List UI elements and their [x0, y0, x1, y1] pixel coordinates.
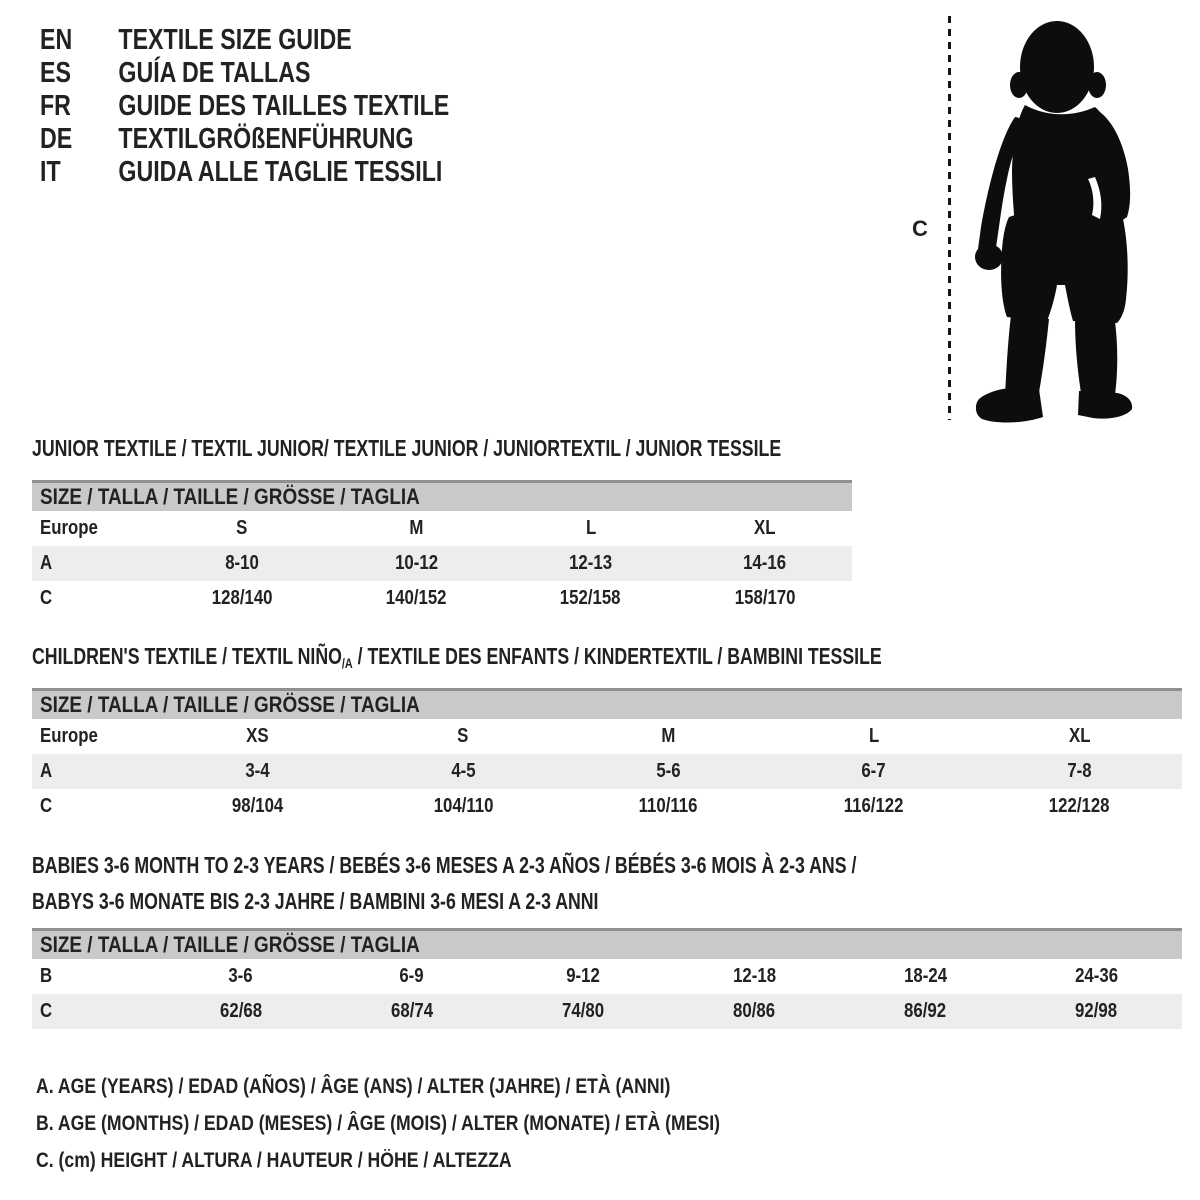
size-header-label: SIZE / TALLA / TAILLE / GRÖSSE / TAGLIA — [40, 484, 420, 509]
table-cell: S — [457, 725, 469, 747]
table-row — [32, 754, 1182, 789]
table-cell: 68/74 — [390, 1000, 433, 1022]
table-cell: 98/104 — [232, 795, 284, 817]
language-code: EN — [40, 24, 73, 56]
legend-line-b: B. AGE (MONTHS) / EDAD (MESES) / ÂGE (MOIS) / ALTER (MONATE) / ETÀ (MESI) — [36, 1112, 721, 1135]
row-label: C — [40, 795, 53, 817]
table-cell: XS — [246, 725, 269, 747]
table-cell: 122/128 — [1048, 795, 1110, 817]
table-row — [32, 959, 1182, 994]
size-header-bar — [32, 928, 1182, 959]
table-cell: 3-4 — [245, 760, 270, 782]
babies-title-line2: BABYS 3-6 MONATE BIS 2-3 JAHRE / BAMBINI 3-6 MESI A 2-3 ANNI — [32, 888, 599, 914]
table-cell: 158/170 — [734, 587, 796, 609]
table-row — [32, 581, 852, 616]
children-title-pre: CHILDREN'S TEXTILE / TEXTIL NIÑO — [32, 643, 342, 669]
language-row-de — [40, 123, 449, 156]
table-row — [32, 789, 1182, 824]
table-row — [32, 719, 1182, 754]
size-header-bar — [32, 480, 852, 511]
row-label: B — [40, 965, 53, 987]
table-cell: 128/140 — [211, 587, 273, 609]
size-header-label: SIZE / TALLA / TAILLE / GRÖSSE / TAGLIA — [40, 692, 420, 717]
table-cell: 80/86 — [733, 1000, 776, 1022]
table-cell: 140/152 — [386, 587, 447, 609]
table-cell: 104/110 — [433, 795, 494, 817]
table-row — [32, 546, 852, 581]
language-label: TEXTILE SIZE GUIDE — [118, 24, 352, 56]
language-label: GUÍA DE TALLAS — [118, 57, 311, 89]
table-cell: 3-6 — [228, 965, 253, 987]
language-row-fr — [40, 90, 449, 123]
row-label: A — [40, 760, 53, 782]
babies-size-table — [32, 928, 1182, 1029]
table-cell: 6-9 — [399, 965, 424, 987]
language-row-it — [40, 156, 449, 189]
table-cell: L — [868, 725, 880, 747]
table-cell: XL — [1068, 725, 1091, 747]
children-title-sub: /A — [341, 655, 353, 671]
language-row-es — [40, 57, 449, 90]
table-cell: 12-13 — [569, 552, 613, 574]
row-label: C — [40, 1000, 53, 1022]
height-marker-label: C — [912, 216, 928, 241]
babies-title-line1: BABIES 3-6 MONTH TO 2-3 YEARS / BEBÉS 3-6 MESES A 2-3 AÑOS / BÉBÉS 3-6 MOIS À 2-3 ANS / — [32, 852, 857, 878]
language-title-list — [40, 24, 449, 189]
table-cell: 10-12 — [394, 552, 438, 574]
height-dashed-line — [948, 16, 951, 420]
measurement-legend — [36, 1068, 850, 1179]
legend-line-c: C. (cm) HEIGHT / ALTURA / HAUTEUR / HÖHE / ALTEZZA — [36, 1149, 512, 1172]
table-cell: 86/92 — [904, 1000, 947, 1022]
table-cell: S — [236, 517, 248, 539]
table-cell: 152/158 — [560, 587, 621, 609]
table-cell: 8-10 — [225, 552, 259, 574]
table-cell: 14-16 — [743, 552, 787, 574]
table-row — [32, 511, 852, 546]
legend-line-a: A. AGE (YEARS) / EDAD (AÑOS) / ÂGE (ANS) / ALTER (JAHRE) / ETÀ (ANNI) — [36, 1075, 671, 1098]
table-cell: 62/68 — [219, 1000, 262, 1022]
row-label: A — [40, 552, 53, 574]
babies-section-title — [32, 851, 1103, 923]
language-label: TEXTILGRÖßENFÜHRUNG — [118, 123, 414, 155]
table-cell: 5-6 — [656, 760, 681, 782]
table-cell: 7-8 — [1067, 760, 1092, 782]
table-cell: M — [409, 517, 424, 539]
size-header-label: SIZE / TALLA / TAILLE / GRÖSSE / TAGLIA — [40, 932, 420, 957]
table-row — [32, 994, 1182, 1029]
toddler-silhouette-icon — [957, 16, 1135, 428]
language-label: GUIDE DES TAILLES TEXTILE — [118, 90, 450, 122]
table-cell: M — [661, 725, 676, 747]
children-title-post: / TEXTILE DES ENFANTS / KINDERTEXTIL / BAMBINI TESSILE — [352, 643, 882, 669]
table-cell: L — [585, 517, 596, 539]
table-cell: 9-12 — [566, 965, 600, 987]
size-header-bar — [32, 688, 1182, 719]
language-code: DE — [40, 123, 73, 155]
language-row-en — [40, 24, 449, 57]
table-cell: XL — [754, 517, 776, 539]
table-cell: 116/122 — [844, 795, 904, 817]
children-size-table — [32, 688, 1182, 824]
junior-size-table — [32, 480, 852, 616]
table-cell: 4-5 — [450, 760, 476, 782]
row-label: C — [40, 587, 53, 609]
table-cell: 74/80 — [561, 1000, 604, 1022]
row-label: Europe — [40, 725, 98, 747]
language-code: ES — [40, 57, 71, 89]
table-cell: 24-36 — [1074, 965, 1118, 987]
row-label: Europe — [40, 517, 98, 539]
language-code: IT — [40, 156, 61, 188]
table-cell: 12-18 — [732, 965, 776, 987]
junior-section-title: JUNIOR TEXTILE / TEXTIL JUNIOR/ TEXTILE JUNIOR / JUNIORTEXTIL / JUNIOR TESSILE — [32, 435, 782, 461]
table-cell: 18-24 — [903, 965, 947, 987]
table-cell: 110/116 — [639, 795, 698, 817]
table-cell: 6-7 — [861, 760, 887, 782]
children-section-title — [32, 644, 1136, 675]
language-label: GUIDA ALLE TAGLIE TESSILI — [118, 156, 443, 188]
language-code: FR — [40, 90, 71, 122]
table-cell: 92/98 — [1075, 1000, 1118, 1022]
